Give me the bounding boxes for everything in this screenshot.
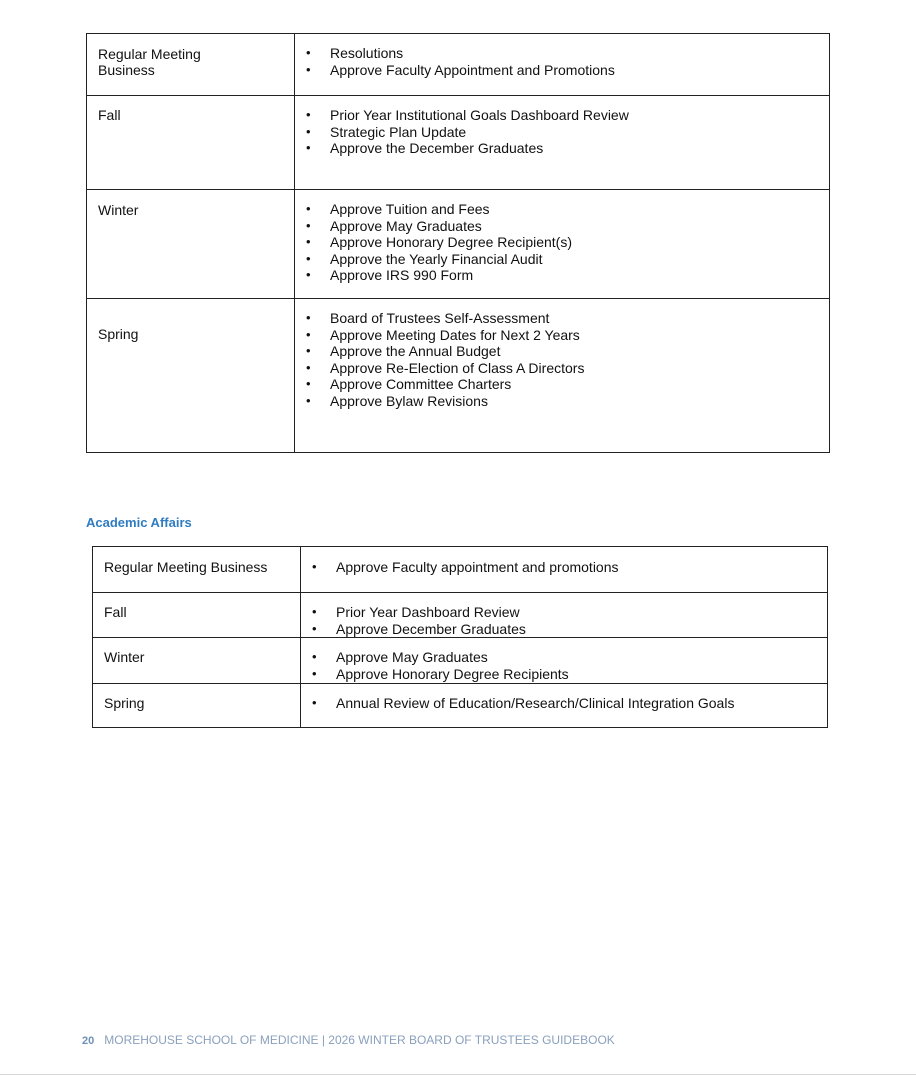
list-item: • Approve Faculty appointment and promotions xyxy=(301,559,827,576)
row-label xyxy=(93,684,301,728)
agenda-list xyxy=(295,107,829,157)
table-row xyxy=(87,190,830,299)
list-item: • Approve Committee Charters xyxy=(295,376,829,393)
table-row xyxy=(93,547,828,593)
agenda-list xyxy=(301,604,827,637)
agenda-list xyxy=(295,201,829,284)
row-label xyxy=(87,299,295,453)
list-item: • Approve Re-Election of Class A Directors xyxy=(295,360,829,377)
row-label-text: Regular Meeting Business xyxy=(104,559,268,575)
list-item: • Prior Year Institutional Goals Dashboard Review xyxy=(295,107,829,124)
table-row xyxy=(93,593,828,638)
list-item: • Approve December Graduates xyxy=(301,621,827,638)
row-label xyxy=(93,638,301,684)
list-item: • Board of Trustees Self-Assessment xyxy=(295,310,829,327)
table-row xyxy=(87,96,830,190)
list-item: • Approve May Graduates xyxy=(295,218,829,235)
row-label-text: Winter xyxy=(98,202,139,218)
list-item: • Strategic Plan Update xyxy=(295,124,829,141)
row-label xyxy=(93,547,301,593)
list-item: • Approve IRS 990 Form xyxy=(295,267,829,284)
footer-text: MOREHOUSE SCHOOL OF MEDICINE | 2026 WINTER BOARD OF TRUSTEES GUIDEBOOK xyxy=(104,1033,615,1047)
row-label xyxy=(87,96,295,190)
list-item: • Prior Year Dashboard Review xyxy=(301,604,827,621)
table-row xyxy=(87,34,830,96)
row-label-text: Fall xyxy=(98,107,121,123)
list-item: • Resolutions xyxy=(295,45,829,62)
list-item: • Approve the December Graduates xyxy=(295,140,829,157)
list-item: • Approve Honorary Degree Recipient(s) xyxy=(295,234,829,251)
list-item: • Approve Faculty Appointment and Promotions xyxy=(295,62,829,79)
agenda-list xyxy=(301,695,827,712)
page-footer xyxy=(82,1033,615,1048)
list-item: • Approve Meeting Dates for Next 2 Years xyxy=(295,327,829,344)
row-label xyxy=(87,34,295,96)
academic-affairs-table xyxy=(92,546,828,728)
table-row xyxy=(93,684,828,728)
agenda-list xyxy=(295,310,829,410)
list-item: • Approve the Annual Budget xyxy=(295,343,829,360)
list-item: • Approve Tuition and Fees xyxy=(295,201,829,218)
agenda-list xyxy=(295,45,829,78)
row-label xyxy=(87,190,295,299)
row-label-text: Spring xyxy=(104,695,145,712)
row-label-text: Spring xyxy=(98,326,139,342)
list-item: • Approve Honorary Degree Recipients xyxy=(301,666,827,683)
list-item: • Annual Review of Education/Research/Clinical Integration Goals xyxy=(301,695,827,712)
row-label xyxy=(93,593,301,638)
row-label-text: Regular Meeting Business xyxy=(98,46,201,78)
page-number: 20 xyxy=(82,1035,95,1047)
governance-calendar-table xyxy=(86,33,830,453)
section-heading: Academic Affairs xyxy=(86,515,192,530)
list-item: • Approve May Graduates xyxy=(301,649,827,666)
table-row xyxy=(87,299,830,453)
agenda-list xyxy=(301,559,827,576)
list-item: • Approve Bylaw Revisions xyxy=(295,393,829,410)
row-label-text: Winter xyxy=(104,649,145,666)
list-item: • Approve the Yearly Financial Audit xyxy=(295,251,829,268)
row-label-text: Fall xyxy=(104,604,127,620)
table-row xyxy=(93,638,828,684)
agenda-list xyxy=(301,649,827,682)
